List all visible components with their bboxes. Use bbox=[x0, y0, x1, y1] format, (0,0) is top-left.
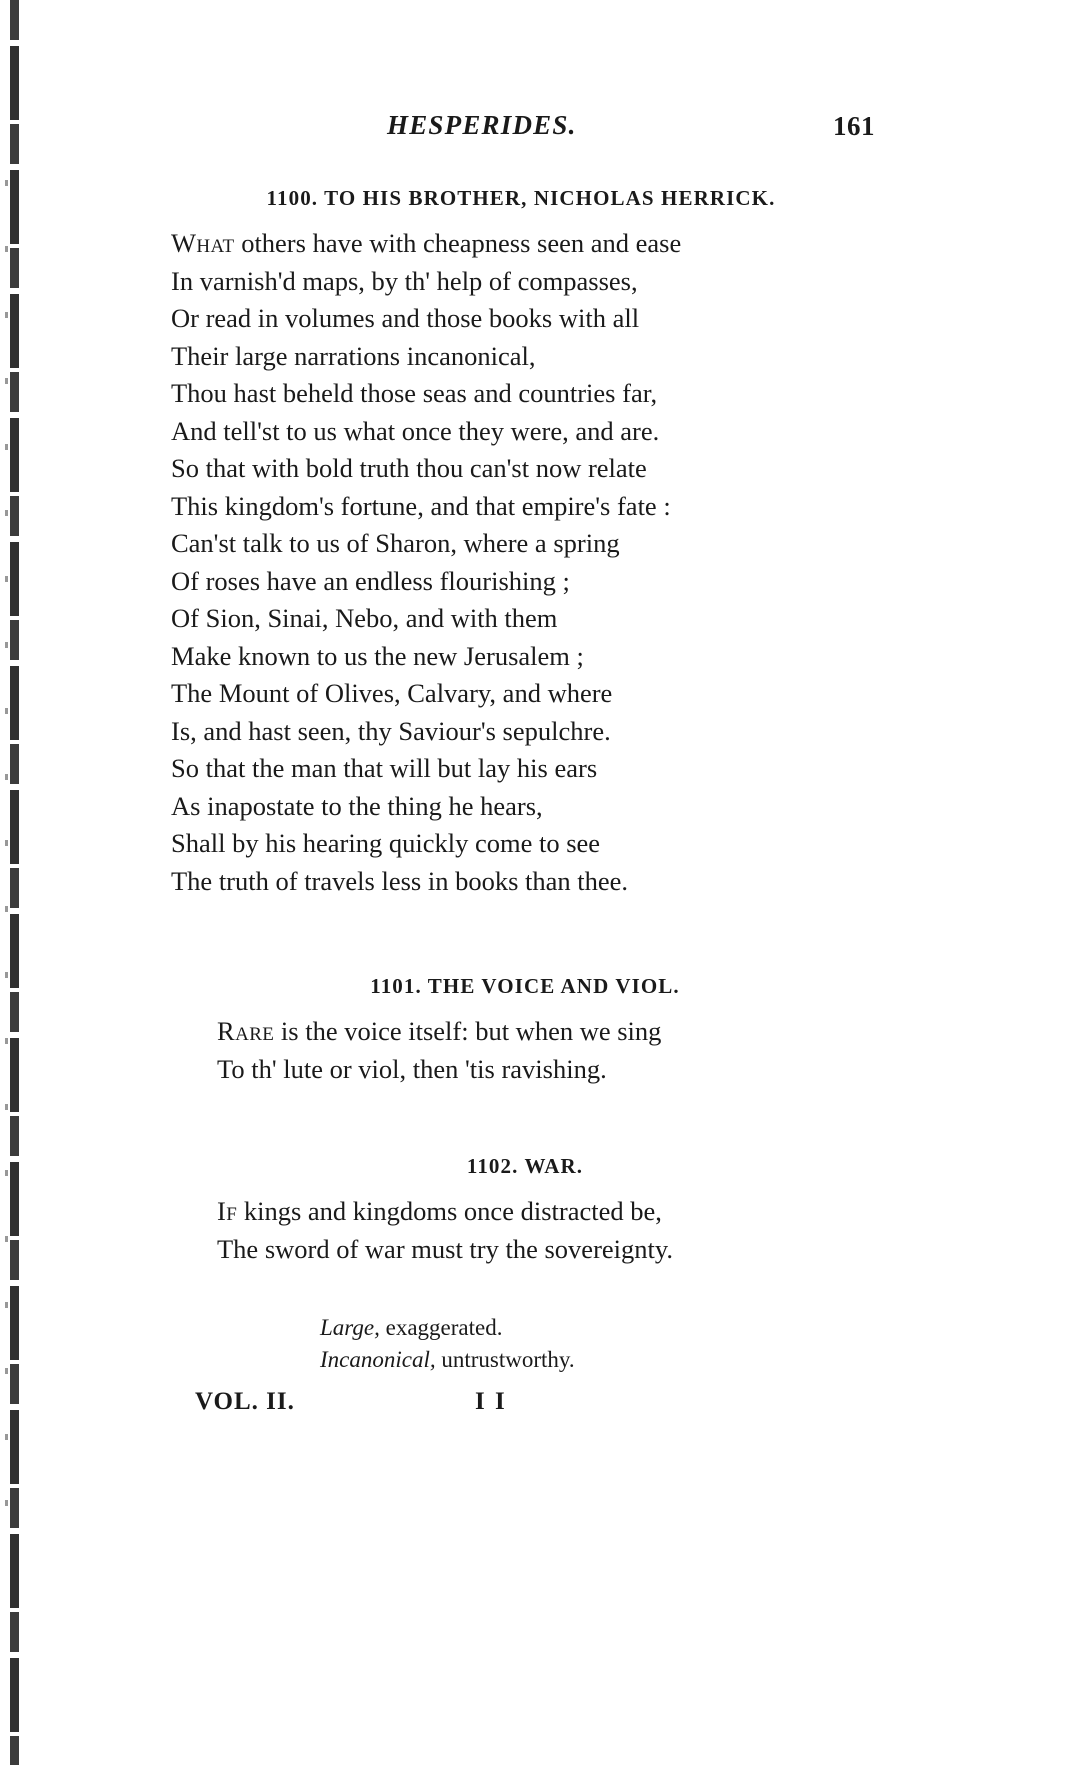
poem-body-1102 bbox=[217, 1193, 875, 1268]
poem-line: Of roses have an endless flourishing ; bbox=[171, 565, 570, 596]
poem-body-1101 bbox=[217, 1013, 875, 1088]
poem-line: So that with bold truth thou can'st now relate bbox=[171, 453, 647, 483]
running-head-title: HESPERIDES. bbox=[387, 110, 577, 140]
poem-line: Can'st talk to us of Sharon, where a spring bbox=[171, 528, 620, 558]
poem-line: Their large narrations incanonical, bbox=[171, 340, 536, 371]
poem-line: Shall by his hearing quickly come to see bbox=[171, 828, 601, 858]
running-head bbox=[175, 110, 875, 156]
glossary-definition: untrustworthy. bbox=[435, 1347, 575, 1372]
glossary-term: Incanonical, bbox=[320, 1347, 436, 1372]
poem-body-1100 bbox=[171, 225, 875, 900]
poem-line: The truth of travels less in books than thee. bbox=[171, 865, 629, 896]
poem-line: Make known to us the new Jerusalem ; bbox=[171, 640, 584, 671]
poem-line: Or read in volumes and those books with all bbox=[171, 303, 640, 333]
poem-line bbox=[217, 1013, 875, 1051]
signature-mark: I I bbox=[475, 1388, 507, 1415]
glossary-note bbox=[320, 1344, 875, 1376]
glossary-term: Large, bbox=[320, 1315, 380, 1340]
poem-line: And tell'st to us what once they were, and are. bbox=[171, 415, 660, 446]
poem-first-word: If bbox=[217, 1196, 238, 1226]
poem-first-word: What bbox=[171, 228, 235, 258]
poem-line: As inapostate to the thing he hears, bbox=[171, 790, 543, 821]
poem-line: The Mount of Olives, Calvary, and where bbox=[171, 678, 613, 708]
page-content bbox=[171, 110, 875, 1428]
page-footer bbox=[175, 1388, 875, 1428]
poem-line: In varnish'd maps, by th' help of compasses, bbox=[171, 265, 638, 296]
poem-line: This kingdom's fortune, and that empire's fate : bbox=[171, 490, 671, 521]
poem-line: The sword of war must try the sovereignty. bbox=[217, 1233, 674, 1264]
scan-edge-artifact-secondary bbox=[5, 120, 8, 1520]
poem-line: Is, and hast seen, thy Saviour's sepulchre. bbox=[171, 715, 611, 746]
volume-label: VOL. II. bbox=[195, 1388, 295, 1415]
poem-title-1102: 1102. WAR. bbox=[466, 1154, 584, 1178]
poem-title-1100: 1100. TO HIS BROTHER, NICHOLAS HERRICK. bbox=[266, 186, 776, 210]
poem-first-line-rest: is the voice itself: but when we sing bbox=[274, 1016, 662, 1046]
poem-line: To th' lute or viol, then 'tis ravishing. bbox=[217, 1053, 607, 1084]
poem-first-line-rest: others have with cheapness seen and ease bbox=[234, 228, 682, 258]
poem-line: So that the man that will but lay his ears bbox=[171, 753, 598, 783]
glossary-note bbox=[320, 1312, 875, 1344]
poem-title-1101: 1101. THE VOICE AND VIOL. bbox=[370, 974, 680, 998]
poem-line: Of Sion, Sinai, Nebo, and with them bbox=[171, 603, 558, 633]
glossary-notes bbox=[320, 1312, 875, 1376]
page-number: 161 bbox=[833, 111, 875, 141]
poem-line bbox=[217, 1193, 875, 1231]
scan-edge-artifact bbox=[10, 0, 19, 1765]
poem-line bbox=[171, 225, 875, 263]
poem-first-word: Rare bbox=[217, 1016, 275, 1046]
glossary-definition: exaggerated. bbox=[379, 1315, 503, 1340]
poem-first-line-rest: kings and kingdoms once distracted be, bbox=[237, 1196, 662, 1226]
poem-line: Thou hast beheld those seas and countries far, bbox=[171, 378, 658, 408]
